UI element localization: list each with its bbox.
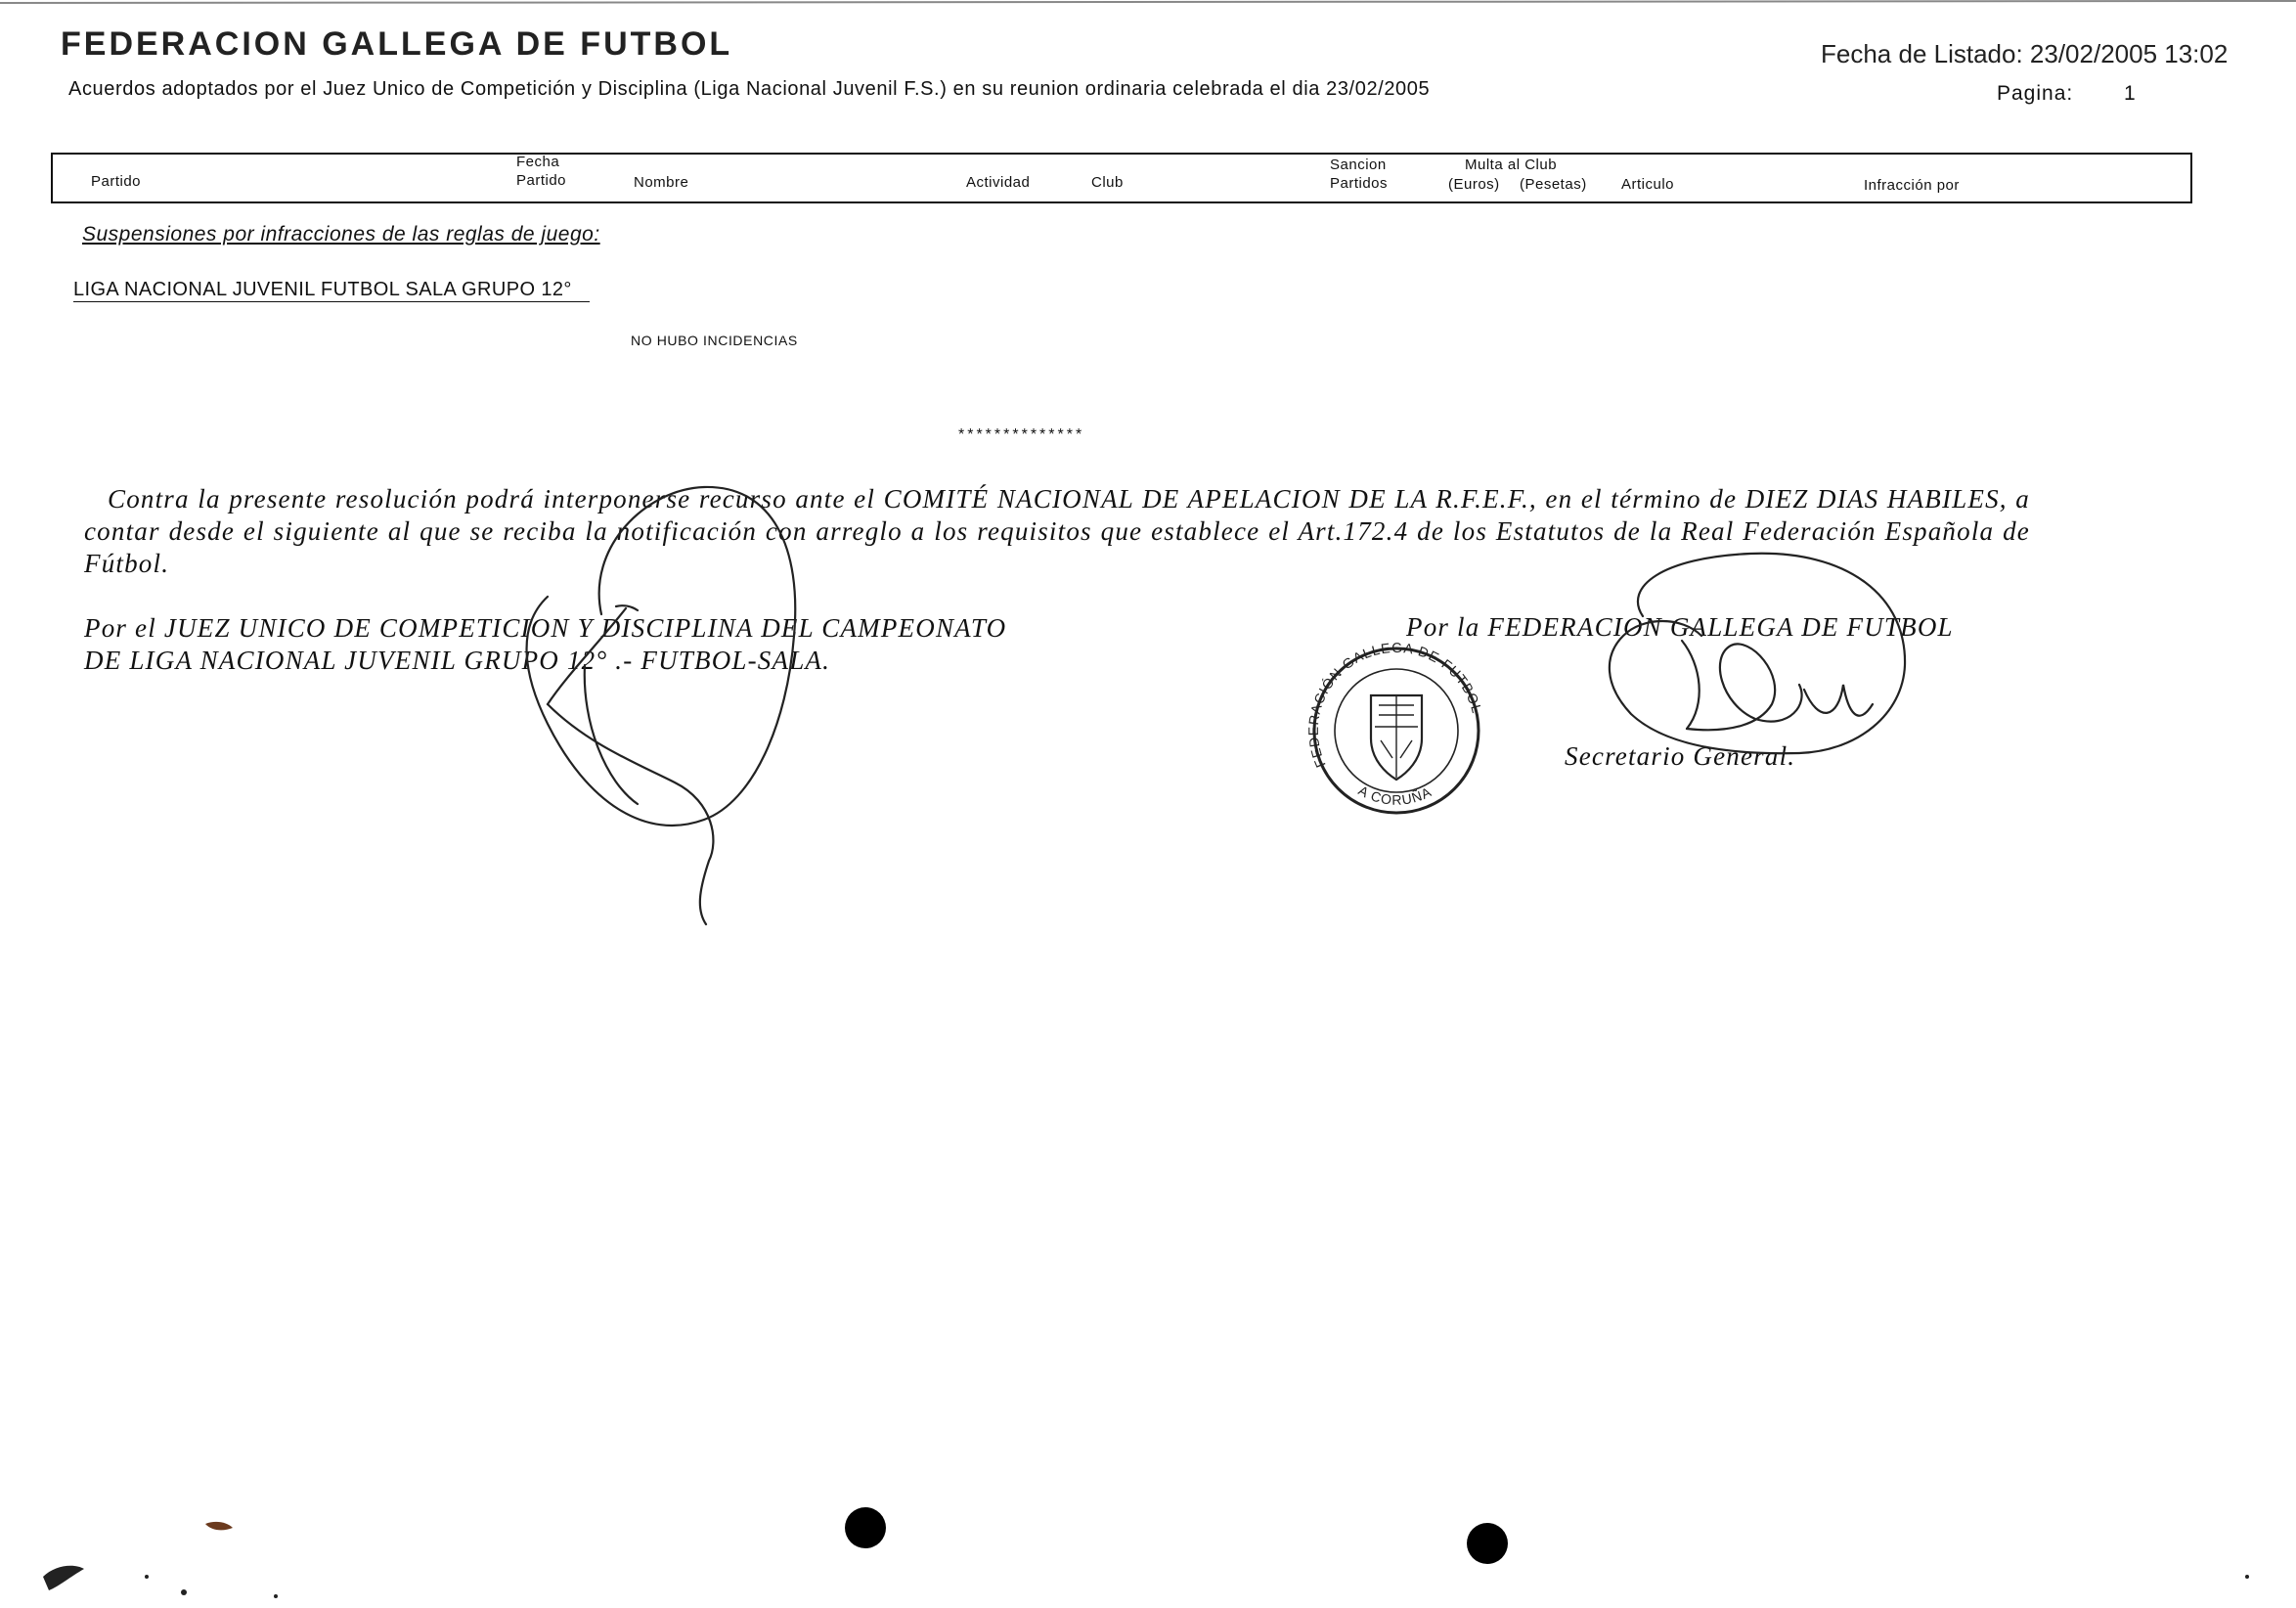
page-label: Pagina: [1997, 82, 2074, 105]
col-fecha-2: Partido [516, 172, 567, 189]
col-actividad: Actividad [966, 174, 1031, 191]
col-partido: Partido [91, 173, 142, 190]
juez-line-2: DE LIGA NACIONAL JUVENIL GRUPO 12° .- FUTBOL-SALA. [84, 646, 831, 675]
resolution-paragraph: Contra la presente resolución podrá interponerse recurso ante el COMITÉ NACIONAL DE APELACION DE LA R.F.E.F., en el término de DIEZ DIAS HABILES, a contar desde el siguiente al que se reciba la notificación con arreglo a los requisitos que establece el Art.172.4 de los Estatutos de la Real Federación Española de Fútbol. [84, 484, 2030, 578]
punch-hole-left [845, 1507, 886, 1548]
page-number: 1 [2124, 82, 2136, 105]
section-title: Suspensiones por infracciones de las reglas de juego: [82, 223, 600, 246]
scan-specks [43, 1522, 2249, 1598]
judge-signature [527, 487, 796, 924]
col-pesetas: (Pesetas) [1520, 176, 1587, 193]
col-euros: (Euros) [1448, 176, 1500, 193]
col-sancion-1: Sancion [1330, 156, 1387, 173]
secretary-signature [1610, 554, 1905, 753]
listing-date: Fecha de Listado: 23/02/2005 13:02 [1821, 39, 2229, 68]
federacion-signature-label: Por la FEDERACION GALLEGA DE FUTBOL [1406, 612, 1954, 642]
col-fecha-1: Fecha [516, 154, 560, 170]
col-sancion-2: Partidos [1330, 175, 1389, 192]
col-infraccion: Infracción por [1864, 177, 1960, 194]
no-incidents-note: NO HUBO INCIDENCIAS [631, 333, 798, 348]
col-club: Club [1091, 174, 1124, 191]
document-subtitle: Acuerdos adoptados por el Juez Unico de Competición y Disciplina (Liga Nacional Juvenil F.S.) en su reunion ordinaria celebrada el dia 23/02/2005 [68, 78, 1431, 100]
col-multa: Multa al Club [1465, 156, 1558, 173]
juez-line-1: Por el JUEZ UNICO DE COMPETICION Y DISCIPLINA DEL CAMPEONATO [84, 613, 1007, 643]
stamp-text-bottom: A CORUÑA [1355, 782, 1435, 808]
punch-hole-right [1467, 1523, 1508, 1564]
stamp-text-circle: FEDERACIÓN GALLEGA DE FUTBOL [1304, 639, 1485, 771]
col-nombre: Nombre [634, 174, 689, 191]
document-title: FEDERACION GALLEGA DE FUTBOL [61, 25, 733, 63]
page-top-edge [0, 1, 2296, 3]
separator: ************** [958, 426, 1085, 443]
col-articulo: Articulo [1621, 176, 1675, 193]
group-title: LIGA NACIONAL JUVENIL FUTBOL SALA GRUPO 12° [73, 278, 590, 302]
secretario-label: Secretario General. [1565, 741, 1796, 771]
federation-stamp [1305, 640, 1485, 813]
